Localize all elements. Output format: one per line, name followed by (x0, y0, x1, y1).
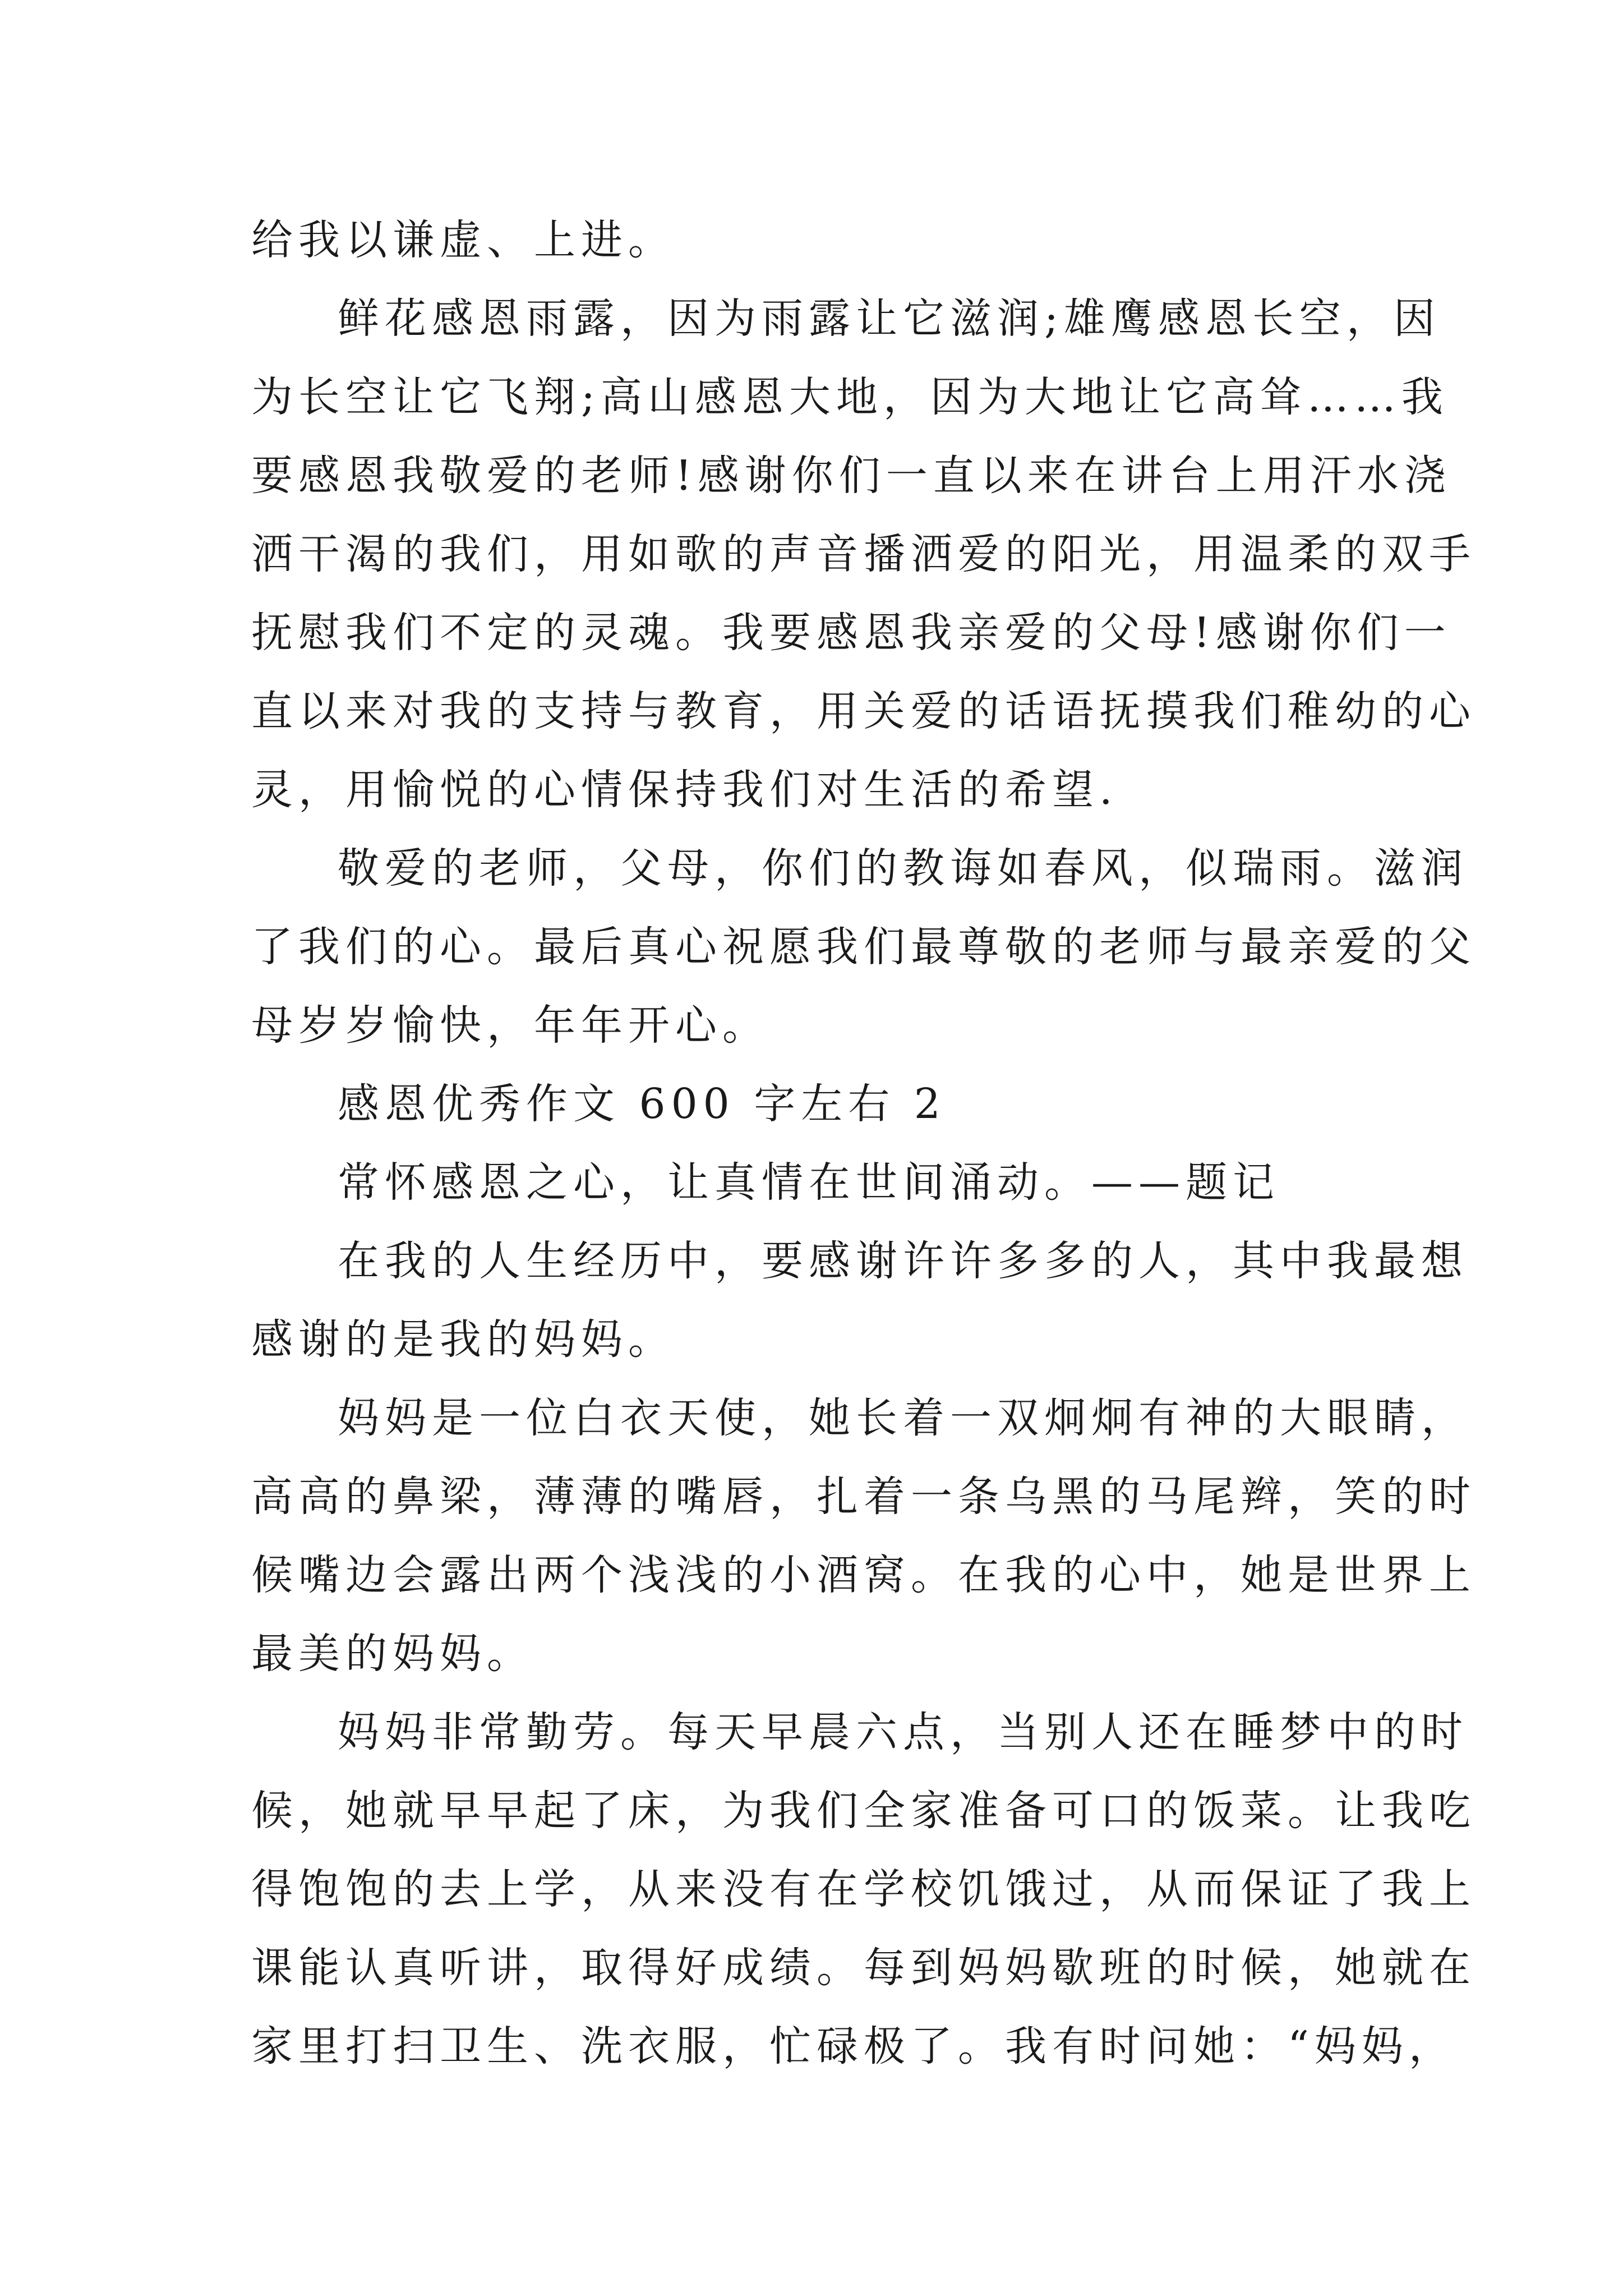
text-line: 得饱饱的去上学，从来没有在学校饥饿过，从而保证了我上 (251, 1865, 1476, 1913)
text-line: 鲜花感恩雨露，因为雨露让它滋润;雄鹰感恩长空，因 (338, 295, 1441, 343)
text-line: 灵，用愉悦的心情保持我们对生活的希望. (251, 766, 1118, 814)
text-line: 课能认真听讲，取得好成绩。每到妈妈歇班的时候，她就在 (251, 1944, 1476, 1992)
text-line: 最美的妈妈。 (251, 1630, 534, 1678)
text-line: 常怀感恩之心，让真情在世间涌动。——题记 (338, 1158, 1280, 1207)
text-line: 候，她就早早起了床，为我们全家准备可口的饭菜。让我吃 (251, 1787, 1476, 1835)
text-line: 直以来对我的支持与教育，用关爱的话语抚摸我们稚幼的心 (251, 687, 1476, 735)
text-line: 感谢的是我的妈妈。 (251, 1315, 675, 1364)
section-heading: 感恩优秀作文 600 字左右 2 (338, 1080, 946, 1128)
text-line: 给我以谦虚、上进。 (251, 216, 675, 264)
text-line: 了我们的心。最后真心祝愿我们最尊敬的老师与最亲爱的父 (251, 923, 1476, 971)
text-line: 妈妈非常勤劳。每天早晨六点，当别人还在睡梦中的时 (338, 1708, 1468, 1756)
text-line: 妈妈是一位白衣天使，她长着一双炯炯有神的大眼睛， (338, 1394, 1468, 1442)
text-line: 抚慰我们不定的灵魂。我要感恩我亲爱的父母!感谢你们一 (251, 609, 1451, 657)
text-line: 母岁岁愉快，年年开心。 (251, 1001, 769, 1050)
text-line: 候嘴边会露出两个浅浅的小酒窝。在我的心中，她是世界上 (251, 1551, 1476, 1599)
text-line: 洒干渴的我们，用如歌的声音播洒爱的阳光，用温柔的双手 (251, 530, 1476, 578)
text-line: 在我的人生经历中，要感谢许许多多的人，其中我最想 (338, 1237, 1468, 1285)
text-line: 敬爱的老师，父母，你们的教诲如春风，似瑞雨。滋润 (338, 844, 1468, 892)
text-line: 家里打扫卫生、洗衣服，忙碌极了。我有时问她：“妈妈， (251, 2022, 1456, 2070)
text-line: 高高的鼻梁，薄薄的嘴唇，扎着一条乌黑的马尾辫，笑的时 (251, 1473, 1476, 1521)
text-line: 为长空让它飞翔;高山感恩大地，因为大地让它高耸……我 (251, 373, 1449, 421)
text-line: 要感恩我敬爱的老师!感谢你们一直以来在讲台上用汗水浇 (251, 452, 1451, 500)
